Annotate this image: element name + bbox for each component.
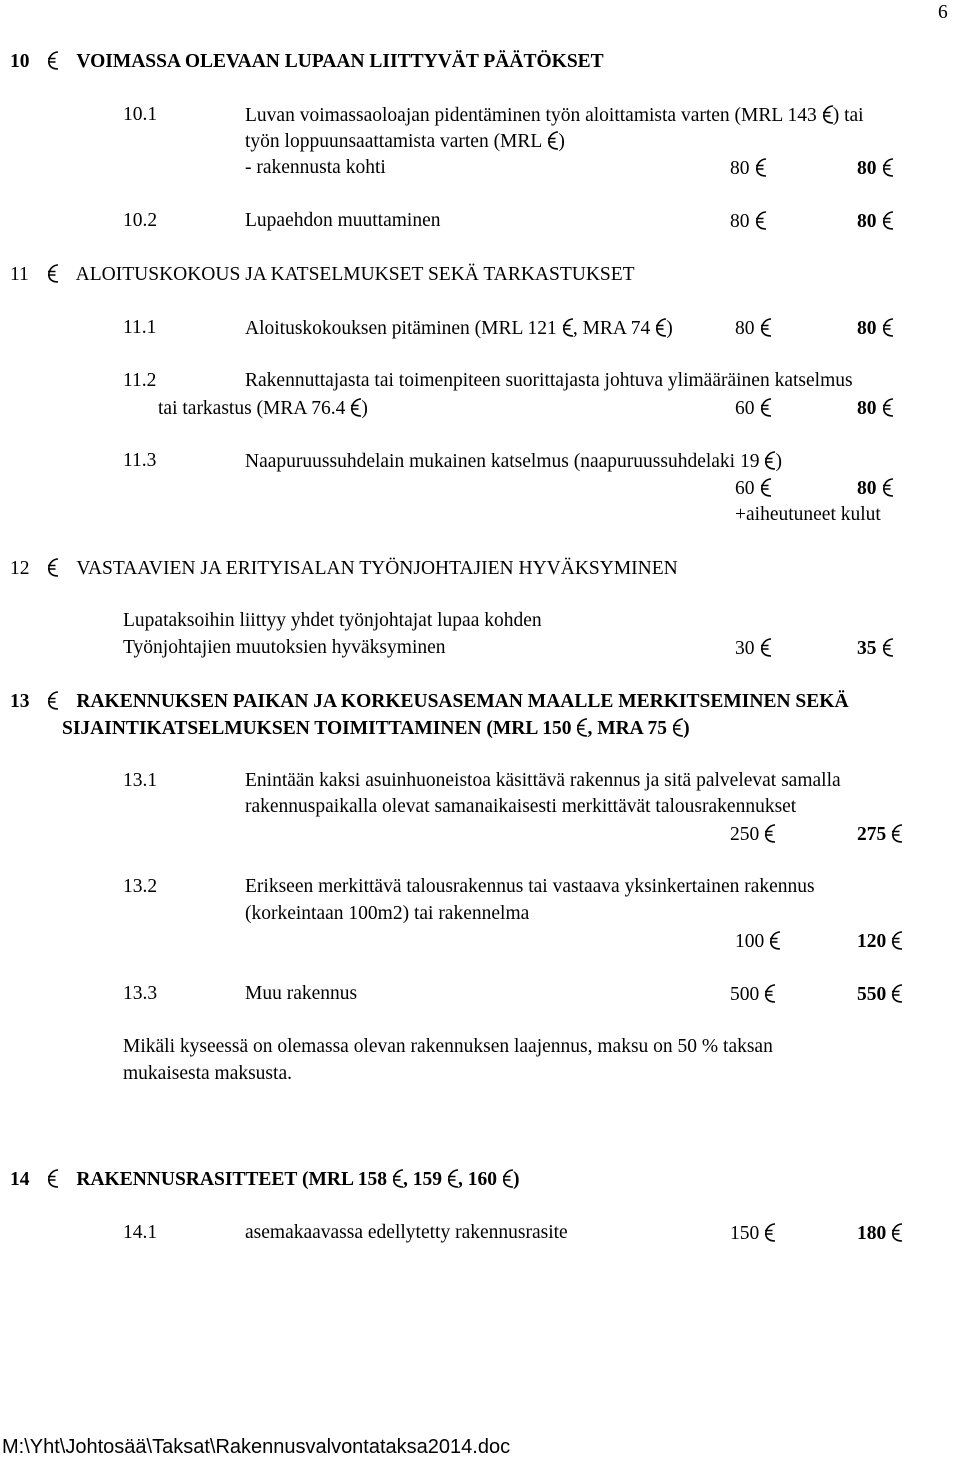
euro-icon [765,984,775,1003]
price-secondary: 80 [857,398,893,419]
note-text: Mikäli kyseessä on olemassa olevan rakennuksen laajennus, maksu on 50 % taksan [123,1036,773,1057]
price-primary: 500 [730,984,775,1005]
item-text-line: Luvan voimassaoloajan pidentäminen työn aloittamista varten (MRL 143 ) tai [245,105,864,126]
price-primary: 250 [730,824,775,845]
item-number: 11.1 [123,317,157,338]
item-number: 11.3 [123,450,157,471]
item-text-line: Muu rakennus [245,983,358,1004]
section-sign-icon [503,1169,513,1188]
section-12-heading: 12 VASTAAVIEN JA ERITYISALAN TYÖNJOHTAJIEN HYVÄKSYMINEN [10,558,678,579]
euro-icon [756,211,766,230]
euro-icon [892,984,902,1003]
section-sign-icon [48,1169,58,1188]
section-sign-icon [548,131,558,150]
section-11-heading: 11 ALOITUSKOKOUS JA KATSELMUKSET SEKÄ TARKASTUKSET [10,264,635,285]
price-secondary: 550 [857,984,902,1005]
price-secondary: 275 [857,824,902,845]
footer-file-path: M:\Yht\Johtosää\Taksat\Rakennusvalvontataksa2014.doc [2,1436,511,1458]
page-number: 6 [938,2,948,23]
section-sign-icon [577,718,587,737]
item-text-line: tai tarkastus (MRA 76.4 ) [158,398,368,419]
item-text-line: Naapuruussuhdelain mukainen katselmus (naapuruussuhdelaki 19 ) [245,451,782,472]
section-sign-icon [448,1169,458,1188]
section-13-heading-line2: SIJAINTIKATSELMUKSEN TOIMITTAMINEN (MRL 150 , MRA 75 ) [62,718,690,739]
price-primary: 100 [735,931,780,952]
section-sign-icon [48,51,58,70]
section-13-heading: 13 RAKENNUKSEN PAIKAN JA KORKEUSASEMAN MAALLE MERKITSEMINEN SEKÄ [10,691,849,712]
euro-icon [756,158,766,177]
euro-icon [770,931,780,950]
section-sign-icon [351,398,361,417]
item-text-line: Työnjohtajien muutoksien hyväksyminen [123,637,446,658]
section-sign-icon [393,1169,403,1188]
price-secondary: 80 [857,158,893,179]
euro-icon [892,1223,902,1242]
item-text-line: Lupataksoihin liittyy yhdet työnjohtajat lupaa kohden [123,610,542,631]
section-sign-icon [765,451,775,470]
item-number: 10.2 [123,210,158,231]
euro-icon [883,211,893,230]
euro-icon [883,158,893,177]
item-text-line: asemakaavassa edellytetty rakennusrasite [245,1222,568,1243]
item-number: 10.1 [123,104,158,125]
section-sign-icon [673,718,683,737]
euro-icon [761,638,771,657]
item-number: 13.2 [123,876,158,897]
note-text: mukaisesta maksusta. [123,1063,292,1084]
price-primary: 60 [735,398,771,419]
section-10-heading: 10 VOIMASSA OLEVAAN LUPAAN LIITTYVÄT PÄÄTÖKSET [10,51,604,72]
section-sign-icon [48,691,58,710]
item-number: 11.2 [123,370,157,391]
euro-icon [883,478,893,497]
euro-icon [765,1223,775,1242]
euro-icon [761,478,771,497]
euro-icon [892,931,902,950]
item-text-line: (korkeintaan 100m2) tai rakennelma [245,903,530,924]
euro-icon [765,824,775,843]
item-text-line: Lupaehdon muuttaminen [245,210,441,231]
section-sign-icon [563,318,573,337]
price-primary: 60 [735,478,771,499]
euro-icon [892,824,902,843]
section-14-heading: 14 RAKENNUSRASITTEET (MRL 158 , 159 , 160 ) [10,1169,520,1190]
item-text-line: Enintään kaksi asuinhuoneistoa käsittävä rakennus ja sitä palvelevat samalla [245,770,841,791]
item-text-line: työn loppuunsaattamista varten (MRL ) [245,131,565,152]
price-primary: 80 [735,318,771,339]
price-primary: 80 [730,158,766,179]
price-secondary: 80 [857,318,893,339]
price-secondary: 80 [857,478,893,499]
item-text-line: Rakennuttajasta tai toimenpiteen suorittajasta johtuva ylimääräinen katselmus [245,370,853,391]
item-text-line: rakennuspaikalla olevat samanaikaisesti merkittävät talousrakennukset [245,796,797,817]
price-secondary: 180 [857,1223,902,1244]
euro-icon [883,638,893,657]
euro-icon [883,398,893,417]
price-secondary: 35 [857,638,893,659]
euro-icon [761,398,771,417]
section-sign-icon [48,264,58,283]
item-number: 13.1 [123,770,158,791]
price-primary: 150 [730,1223,775,1244]
item-text-line: - rakennusta kohti [245,157,386,178]
item-number: 13.3 [123,983,158,1004]
section-sign-icon [656,318,666,337]
price-primary: 80 [730,211,766,232]
section-sign-icon [823,105,833,124]
price-secondary: 80 [857,211,893,232]
price-primary: 30 [735,638,771,659]
item-text-line: Aloituskokouksen pitäminen (MRL 121 , MRA 74 ) [245,318,673,339]
euro-icon [883,318,893,337]
price-note: +aiheutuneet kulut [735,504,881,525]
item-text-line: Erikseen merkittävä talousrakennus tai vastaava yksinkertainen rakennus [245,876,815,897]
section-sign-icon [48,558,58,577]
item-number: 14.1 [123,1222,158,1243]
euro-icon [761,318,771,337]
price-secondary: 120 [857,931,902,952]
